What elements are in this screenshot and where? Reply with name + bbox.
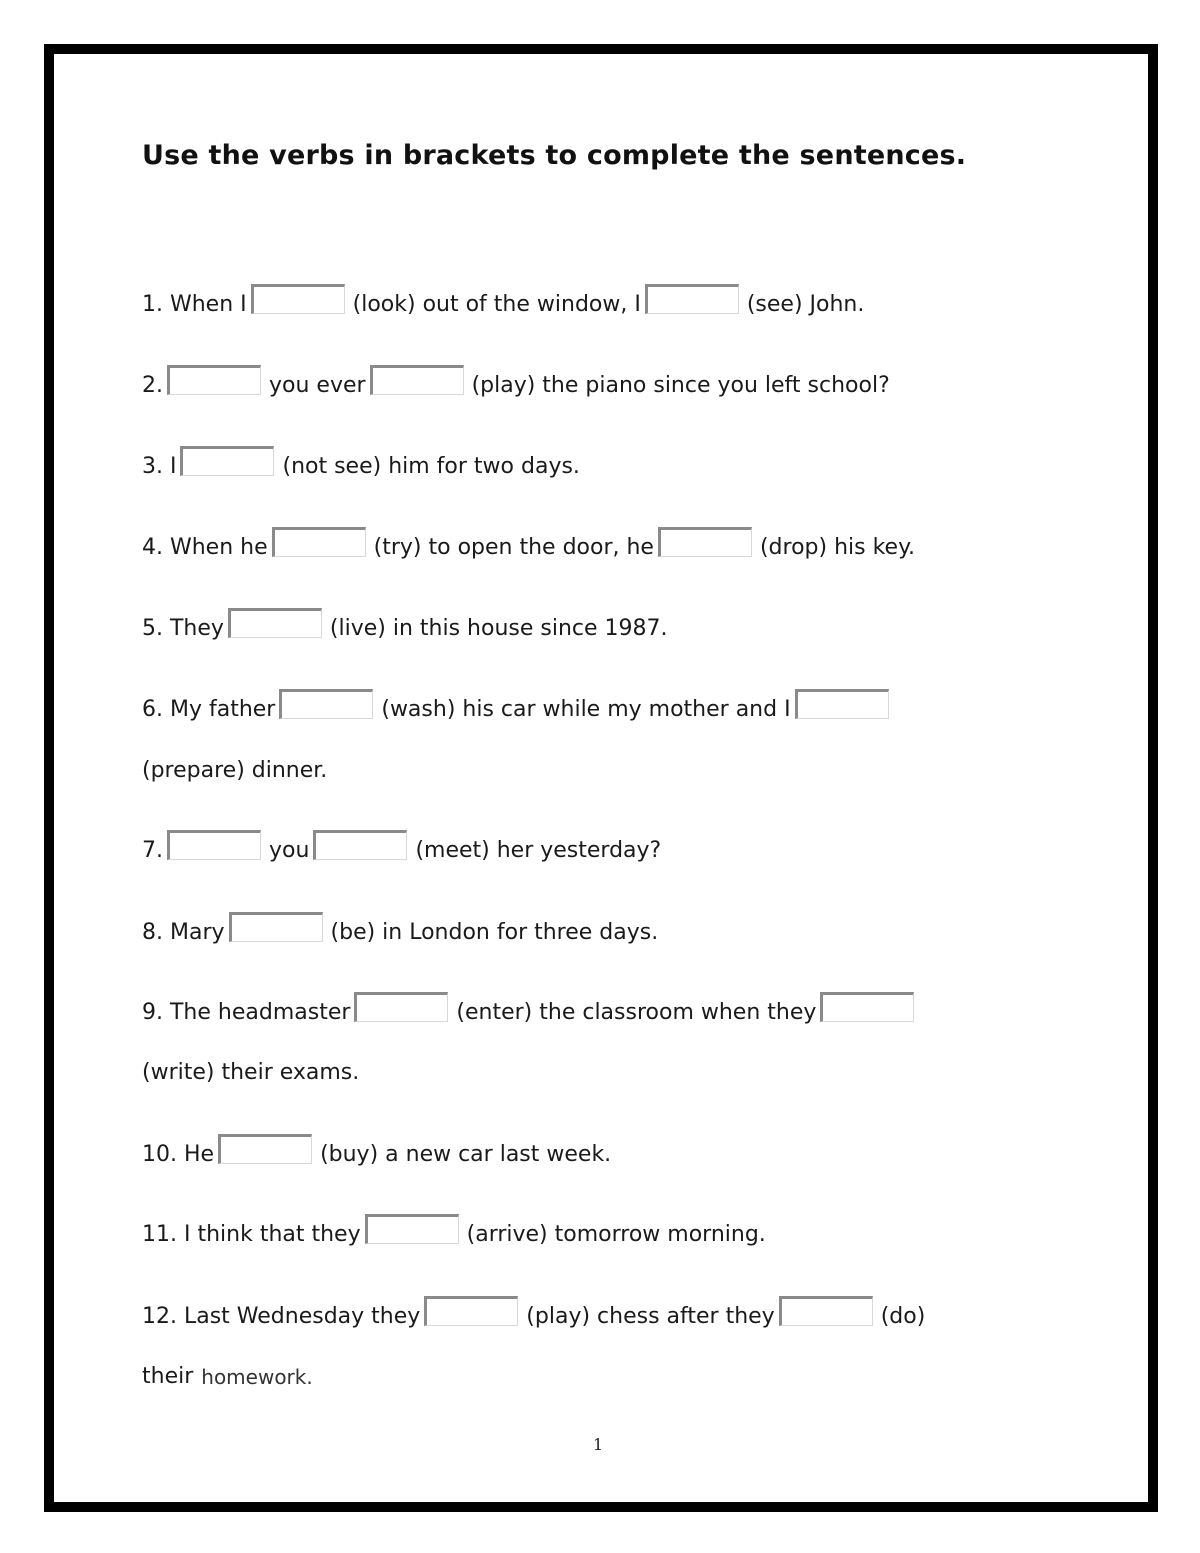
answer-input-7b[interactable] <box>313 830 407 860</box>
answer-input-4a[interactable] <box>272 527 366 557</box>
question-text: (see) John. <box>746 292 865 317</box>
question-text: 7. <box>142 838 163 863</box>
question-text: 11. I think that they <box>142 1222 361 1247</box>
question-6-continued <box>142 756 327 786</box>
question-text: (prepare) dinner. <box>142 758 328 783</box>
question-text: (look) out of the window, I <box>352 292 641 317</box>
question-text: (do) <box>880 1304 926 1329</box>
question-text: 5. They <box>142 616 224 641</box>
question-10 <box>142 1140 611 1170</box>
question-6 <box>142 695 897 725</box>
question-text: (buy) a new car last week. <box>320 1142 612 1167</box>
question-text: (live) in this house since 1987. <box>329 616 668 641</box>
answer-input-7a[interactable] <box>167 830 261 860</box>
answer-input-5a[interactable] <box>228 608 322 638</box>
question-text: (drop) his key. <box>759 535 915 560</box>
question-text: homework. <box>201 1365 313 1389</box>
question-text: (be) in London for three days. <box>330 920 659 945</box>
question-text: 2. <box>142 373 163 398</box>
question-text: (try) to open the door, he <box>373 535 654 560</box>
answer-input-1a[interactable] <box>251 284 345 314</box>
answer-input-12b[interactable] <box>779 1296 873 1326</box>
answer-input-6b[interactable] <box>795 689 889 719</box>
question-text: 1. When I <box>142 292 247 317</box>
question-7 <box>142 836 661 866</box>
question-text: their <box>142 1364 194 1389</box>
question-12-continued <box>142 1362 313 1392</box>
question-text: (meet) her yesterday? <box>415 838 662 863</box>
answer-input-8a[interactable] <box>229 912 323 942</box>
answer-input-1b[interactable] <box>645 284 739 314</box>
answer-input-10a[interactable] <box>218 1134 312 1164</box>
question-text: 3. I <box>142 454 177 479</box>
answer-input-3a[interactable] <box>180 446 274 476</box>
answer-input-9b[interactable] <box>820 992 914 1022</box>
question-text: 9. The headmaster <box>142 1000 351 1025</box>
question-text: you <box>269 838 310 863</box>
answer-input-9a[interactable] <box>354 992 448 1022</box>
worksheet-title: Use the verbs in brackets to complete the sentences. <box>142 140 967 171</box>
question-text: (wash) his car while my mother and I <box>381 697 791 722</box>
question-text: 10. He <box>142 1142 215 1167</box>
answer-input-11a[interactable] <box>365 1214 459 1244</box>
question-11 <box>142 1220 766 1250</box>
question-4 <box>142 533 915 563</box>
question-text: (not see) him for two days. <box>282 454 580 479</box>
question-text: (write) their exams. <box>142 1060 360 1085</box>
question-text: (play) the piano since you left school? <box>471 373 890 398</box>
answer-input-12a[interactable] <box>424 1296 518 1326</box>
question-1 <box>142 290 864 320</box>
question-3 <box>142 452 580 482</box>
answer-input-6a[interactable] <box>279 689 373 719</box>
answer-input-4b[interactable] <box>658 527 752 557</box>
question-text: 6. My father <box>142 697 276 722</box>
question-text: 12. Last Wednesday they <box>142 1304 421 1329</box>
question-9-continued <box>142 1058 359 1088</box>
question-text: 4. When he <box>142 535 268 560</box>
question-2 <box>142 371 890 401</box>
question-9 <box>142 998 922 1028</box>
page-number: 1 <box>593 1435 604 1454</box>
question-text: (play) chess after they <box>526 1304 775 1329</box>
question-8 <box>142 918 658 948</box>
question-5 <box>142 614 668 644</box>
answer-input-2b[interactable] <box>370 365 464 395</box>
question-text: 8. Mary <box>142 920 225 945</box>
question-text: (arrive) tomorrow morning. <box>466 1222 766 1247</box>
answer-input-2a[interactable] <box>167 365 261 395</box>
question-text: you ever <box>269 373 366 398</box>
question-text: (enter) the classroom when they <box>456 1000 817 1025</box>
question-12 <box>142 1302 925 1332</box>
